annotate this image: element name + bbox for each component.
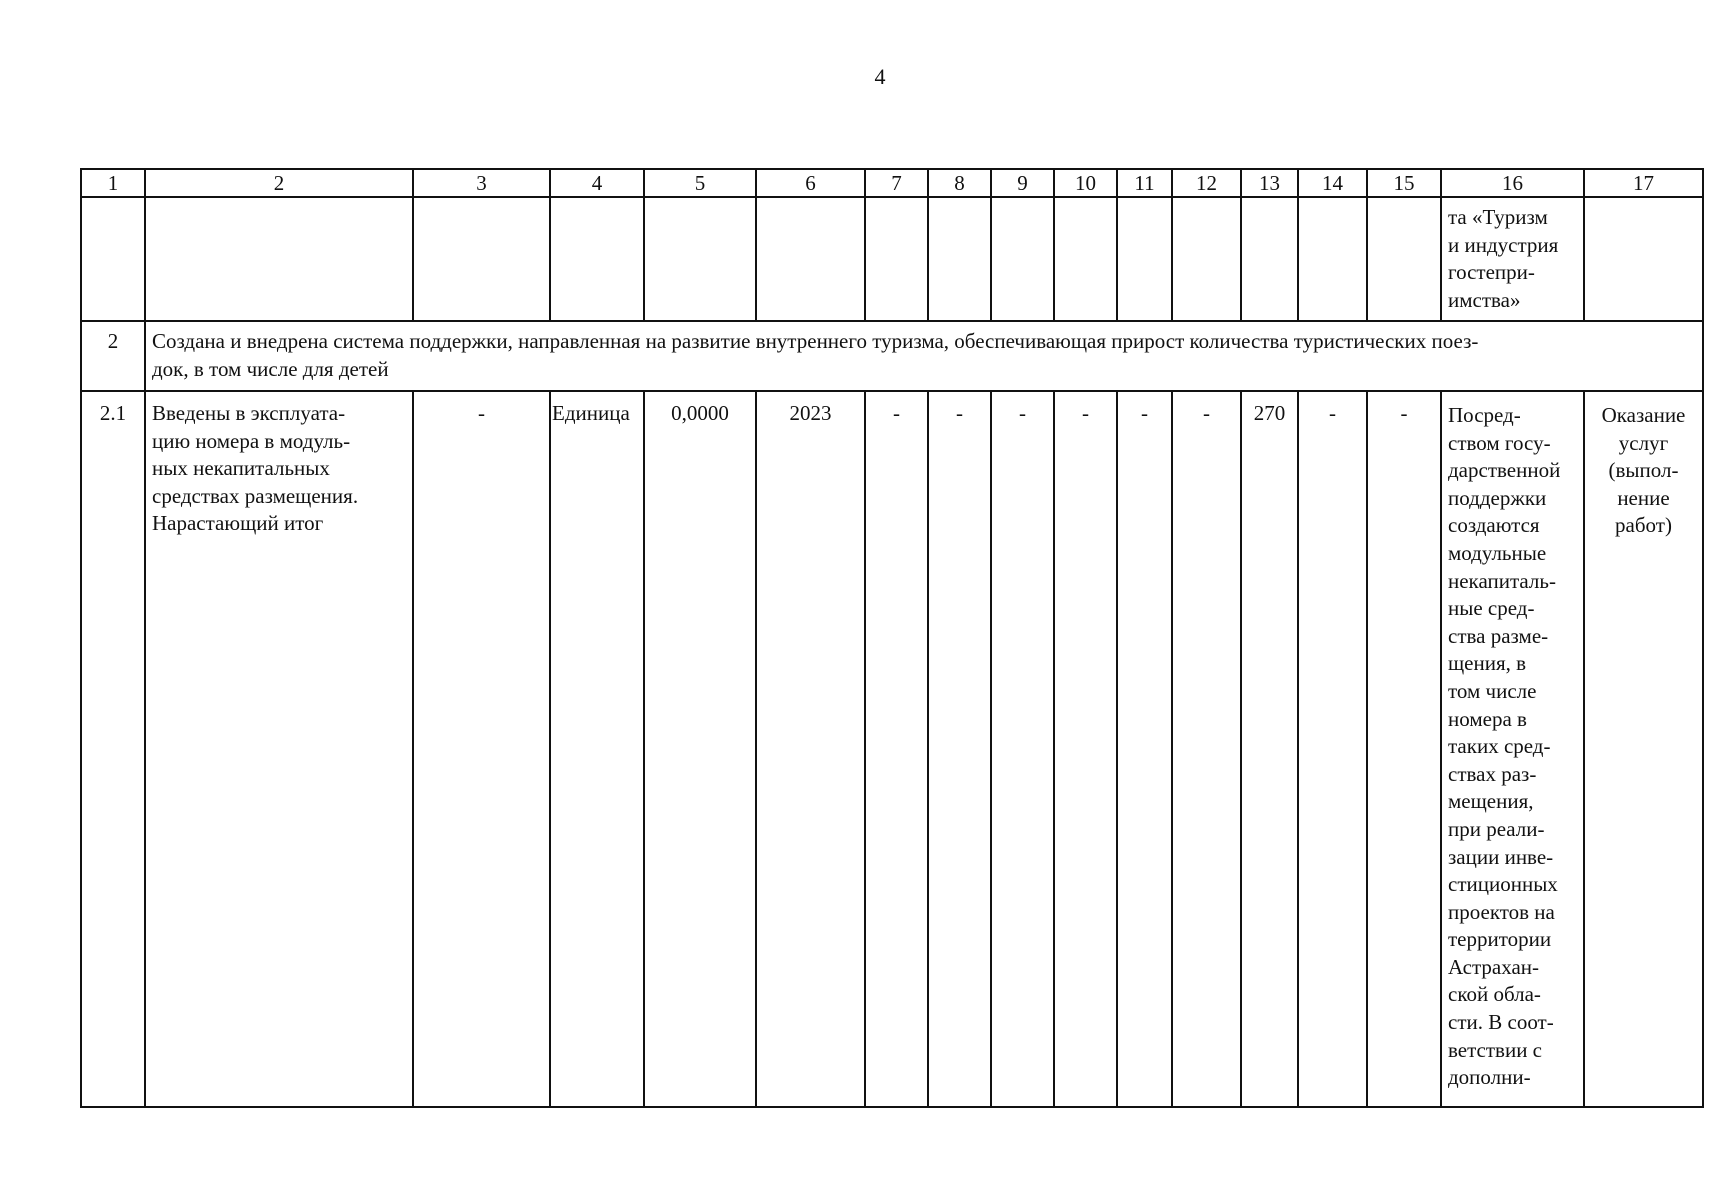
text-line: мещения, bbox=[1448, 789, 1534, 814]
table-cell: - bbox=[1117, 391, 1172, 1107]
column-header: 1 bbox=[81, 169, 145, 197]
column-header: 7 bbox=[865, 169, 928, 197]
section-title bbox=[145, 321, 1703, 391]
work-type-cell bbox=[1584, 391, 1703, 1107]
indicator-name bbox=[145, 391, 413, 1107]
text-line: та «Туризм bbox=[1448, 205, 1548, 229]
column-header: 4 bbox=[550, 169, 644, 197]
table-cell bbox=[1367, 197, 1441, 321]
text-line: цию номера в модуль- bbox=[152, 428, 351, 453]
table-cell: - bbox=[865, 391, 928, 1107]
text-line: Посред- bbox=[1448, 403, 1521, 427]
column-number-row bbox=[81, 169, 1703, 197]
indicator-number: 2.1 bbox=[81, 391, 145, 1107]
text-line: Введены в эксплуата- bbox=[152, 401, 346, 425]
table-cell bbox=[1584, 197, 1703, 321]
text-line: таких сред- bbox=[1448, 734, 1551, 759]
text-line: дарственной bbox=[1448, 458, 1561, 483]
table-cell: - bbox=[1367, 391, 1441, 1107]
unit-cell: Единица bbox=[550, 391, 644, 1107]
table-cell bbox=[928, 197, 991, 321]
section-number: 2 bbox=[81, 321, 145, 391]
continuation-row bbox=[81, 197, 1703, 321]
column-header: 8 bbox=[928, 169, 991, 197]
text-line: зации инве- bbox=[1448, 844, 1554, 869]
page-number: 4 bbox=[874, 64, 886, 89]
text-line: территории bbox=[1448, 927, 1552, 952]
text-line: средствах размещения. bbox=[152, 483, 359, 508]
column-header: 15 bbox=[1367, 169, 1441, 197]
column-header: 2 bbox=[145, 169, 413, 197]
column-header: 5 bbox=[644, 169, 756, 197]
text-line: и индустрия bbox=[1448, 232, 1559, 257]
text-line: ствах раз- bbox=[1448, 761, 1537, 786]
column-header: 17 bbox=[1584, 169, 1703, 197]
text-line: при реали- bbox=[1448, 816, 1545, 841]
text-line: ством госу- bbox=[1448, 430, 1551, 455]
column-header: 13 bbox=[1241, 169, 1298, 197]
column-header: 10 bbox=[1054, 169, 1117, 197]
table-cell bbox=[1054, 197, 1117, 321]
text-line: Астрахан- bbox=[1448, 954, 1539, 979]
table-cell bbox=[756, 197, 865, 321]
table-cell bbox=[1298, 197, 1367, 321]
text-line: услуг bbox=[1618, 430, 1669, 455]
text-line: Нарастающий итог bbox=[152, 511, 324, 536]
column-header: 16 bbox=[1441, 169, 1584, 197]
text-line: ных некапитальных bbox=[152, 456, 330, 481]
table-cell bbox=[644, 197, 756, 321]
indicators-table bbox=[80, 168, 1704, 1108]
text-line: модульные bbox=[1448, 540, 1547, 565]
text-line: гостепри- bbox=[1448, 260, 1535, 285]
column-header: 3 bbox=[413, 169, 550, 197]
text-line: ской обла- bbox=[1448, 982, 1541, 1007]
table-cell bbox=[991, 197, 1054, 321]
text-line: том числе bbox=[1448, 678, 1537, 703]
text-line: поддержки bbox=[1448, 485, 1547, 510]
table-cell bbox=[81, 197, 145, 321]
table-cell bbox=[550, 197, 644, 321]
column-header: 6 bbox=[756, 169, 865, 197]
text-line: дополни- bbox=[1448, 1065, 1531, 1090]
table-cell bbox=[865, 197, 928, 321]
table-cell: - bbox=[413, 391, 550, 1107]
text-line: Создана и внедрена система поддержки, направленная на развитие внутреннего туризма, обеспечивающая прирост количества туристических поез- bbox=[152, 329, 1479, 353]
table-cell bbox=[1172, 197, 1241, 321]
table-cell: - bbox=[1298, 391, 1367, 1107]
table-cell bbox=[145, 197, 413, 321]
column-header: 9 bbox=[991, 169, 1054, 197]
text-line: нение bbox=[1617, 485, 1670, 510]
table-cell: - bbox=[1172, 391, 1241, 1107]
table-cell bbox=[413, 197, 550, 321]
text-line: (выпол- bbox=[1608, 458, 1679, 483]
text-line: проектов на bbox=[1448, 899, 1555, 924]
table-cell bbox=[1117, 197, 1172, 321]
base-year-cell: 2023 bbox=[756, 391, 865, 1107]
text-line: ветствии с bbox=[1448, 1037, 1543, 1062]
description-cell bbox=[1441, 391, 1584, 1107]
table-cell: - bbox=[928, 391, 991, 1107]
text-line: работ) bbox=[1615, 513, 1672, 538]
text-line: некапиталь- bbox=[1448, 568, 1556, 593]
text-line: ства разме- bbox=[1448, 623, 1549, 648]
target-value-cell: 270 bbox=[1241, 391, 1298, 1107]
section-row bbox=[81, 321, 1703, 391]
text-line: док, в том числе для детей bbox=[152, 356, 389, 381]
table-cell bbox=[1241, 197, 1298, 321]
column-header: 14 bbox=[1298, 169, 1367, 197]
table-cell: - bbox=[991, 391, 1054, 1107]
table-cell: - bbox=[1054, 391, 1117, 1107]
text-line: Оказание bbox=[1601, 403, 1686, 427]
base-value-cell: 0,0000 bbox=[644, 391, 756, 1107]
indicator-row bbox=[81, 391, 1703, 1107]
text-line: сти. В соот- bbox=[1448, 1010, 1554, 1035]
text-line: ные сред- bbox=[1448, 596, 1535, 621]
text-line: номера в bbox=[1448, 706, 1527, 731]
text-line: стиционных bbox=[1448, 872, 1558, 897]
text-line: создаются bbox=[1448, 513, 1540, 538]
column-header: 12 bbox=[1172, 169, 1241, 197]
column-header: 11 bbox=[1117, 169, 1172, 197]
text-line: щения, в bbox=[1448, 651, 1527, 676]
text-line: имства» bbox=[1448, 287, 1521, 312]
continued-text-cell bbox=[1441, 197, 1584, 321]
